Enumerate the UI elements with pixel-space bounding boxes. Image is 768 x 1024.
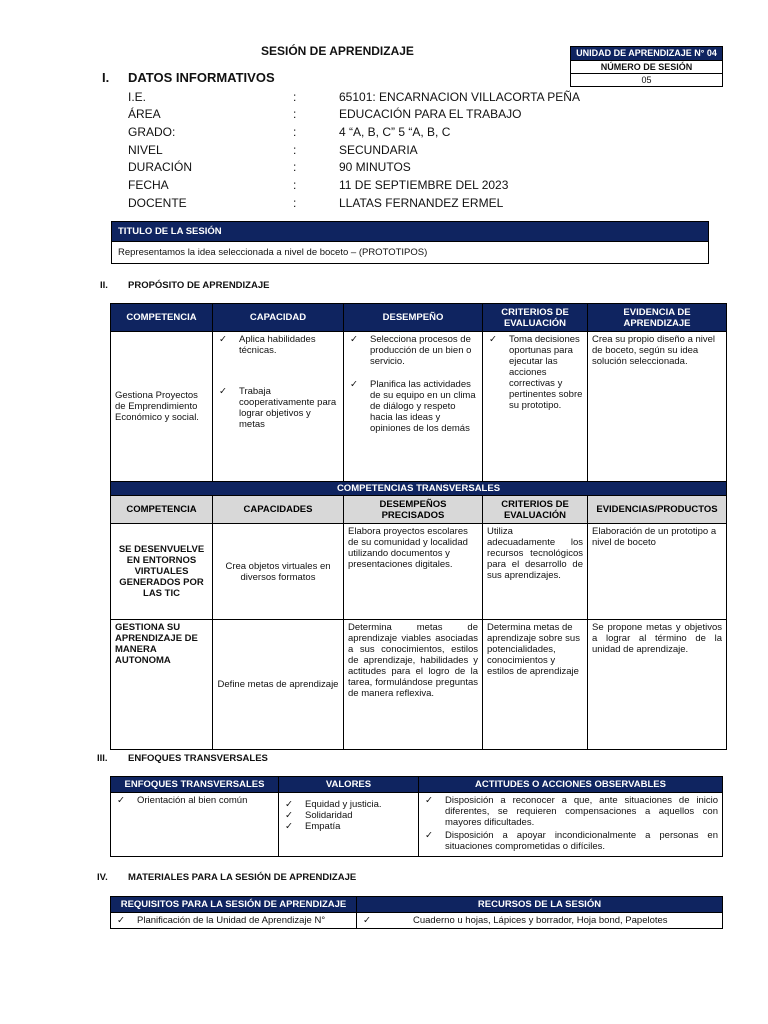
info-colon: : [293,196,297,210]
header-evidencia: EVIDENCIA DE APRENDIZAJE [588,304,727,332]
list-item: ✓ Aplica habilidades técnicas. [217,334,339,356]
info-value: EDUCACIÓN PARA EL TRABAJO [339,107,522,121]
info-colon: : [293,178,297,192]
list-item: ✓ Disposición a reconocer a que, ante situaciones de inicio diferentes, se requieren compensaciones a aquellos con mayores dificultades. [423,795,718,828]
info-label: NIVEL [128,143,163,157]
criterio-cell [483,332,588,482]
section-1-title: DATOS INFORMATIVOS [128,70,275,85]
evidencia-cell: Crea su propio diseño a nivel de boceto, según su idea solución seleccionada. [588,332,727,482]
table-row [111,620,727,750]
info-colon: : [293,143,297,157]
competencia-cell: Gestiona Proyectos de Emprendimiento Económico y social. [111,332,213,482]
materiales-table [110,896,723,929]
info-row-grado [128,123,688,141]
info-value: 11 DE SEPTIEMBRE DEL 2023 [339,178,509,192]
t-header-evidencias: EVIDENCIAS/PRODUCTOS [588,496,727,524]
section-2-number: II. [100,280,108,291]
info-value: 4 “A, B, C” 5 “A, B, C [339,125,451,139]
list-item: ✓ Empatía [283,821,414,832]
document-title: SESIÓN DE APRENDIZAJE [261,44,414,58]
info-row-ie [128,88,688,106]
list-item: ✓ Planificación de la Unidad de Aprendizaje N° [115,915,352,926]
t-competencia-cell: GESTIONA SU APRENDIZAJE DE MANERA AUTONOMA [111,620,213,750]
section-1-number: I. [102,70,110,85]
header-capacidad: CAPACIDAD [213,304,344,332]
section-4-title: MATERIALES PARA LA SESIÓN DE APRENDIZAJE [128,872,357,883]
t-criterio-cell: Utiliza adecuadamente los recursos tecnológicos para el desarrollo de sus aprendizajes. [483,524,588,620]
actitudes-cell [419,793,723,857]
info-value: 90 MINUTOS [339,160,411,174]
transversal-band: COMPETENCIAS TRANSVERSALES [111,482,727,496]
header-criterios: CRITERIOS DE EVALUACIÓN [483,304,588,332]
info-label: DOCENTE [128,196,187,210]
t-header-desempenos: DESEMPEÑOS PRECISADOS [344,496,483,524]
list-item: ✓ Planifica las actividades de su equipo en un clima de diálogo y respeto hacia las ideas y opiniones de los demás [348,379,478,434]
section-3-number: III. [97,753,108,764]
session-number-value: 05 [641,75,652,85]
list-item: ✓ Disposición a apoyar incondicionalmente a personas en situaciones comprometidas o difíciles. [423,830,718,852]
section-4-number: IV. [97,872,108,883]
info-label: FECHA [128,178,169,192]
enfoque-cell [111,793,279,857]
info-label: I.E. [128,90,147,104]
table-row [111,524,727,620]
info-row-duracion [128,158,688,176]
session-title-value: Representamos la idea seleccionada a nivel de boceto – (PROTOTIPOS) [112,242,709,264]
header-requisitos: REQUISITOS PARA LA SESIÓN DE APRENDIZAJE [111,897,357,913]
list-item: ✓ Selecciona procesos de producción de un bien o servicio. [348,334,478,367]
t-header-criterios: CRITERIOS DE EVALUACIÓN [483,496,588,524]
list-item: ✓ Trabaja cooperativamente para lograr objetivos y metas [217,386,339,430]
t-evidencia-cell: Se propone metas y objetivos a lograr al término de la unidad de aprendizaje. [588,620,727,750]
info-row-fecha [128,176,688,194]
header-desempeno: DESEMPEÑO [344,304,483,332]
list-item: ✓ Orientación al bien común [115,795,274,806]
list-item: ✓ Equidad y justicia. [283,799,414,810]
t-competencia-cell: SE DESENVUELVE EN ENTORNOS VIRTUALES GENERADOS POR LAS TIC [111,524,213,620]
unit-label: UNIDAD DE APRENDIZAJE N° 04 [571,47,722,61]
info-colon: : [293,125,297,139]
t-criterio-cell: Determina metas de aprendizaje sobre sus potencialidades, conocimientos y estilos de aprendizaje [483,620,588,750]
header-competencia: COMPETENCIA [111,304,213,332]
header-enfoques: ENFOQUES TRANSVERSALES [111,777,279,793]
purpose-table [110,303,727,750]
section-3-title: ENFOQUES TRANSVERSALES [128,753,268,764]
unit-info-box [570,46,723,87]
t-capacidad-cell: Crea objetos virtuales en diversos formatos [213,524,344,620]
t-header-capacidades: CAPACIDADES [213,496,344,524]
recurso-cell [357,913,723,929]
header-valores: VALORES [279,777,419,793]
t-evidencia-cell: Elaboración de un prototipo a nivel de boceto [588,524,727,620]
list-item: ✓ Solidaridad [283,810,414,821]
info-row-area [128,105,688,123]
info-colon: : [293,107,297,121]
desempeno-cell [344,332,483,482]
info-row-docente [128,194,688,212]
requisito-cell [111,913,357,929]
info-label: ÁREA [128,107,161,121]
info-colon: : [293,90,297,104]
capacidad-cell [213,332,344,482]
info-value: 65101: ENCARNACION VILLACORTA PEÑA [339,90,580,104]
info-value: SECUNDARIA [339,143,418,157]
session-title-table [111,221,709,264]
t-desempeno-cell: Determina metas de aprendizaje viables asociadas a sus conocimientos, estilos de aprendizaje, habilidades y actitudes para el logro de la tarea, formulándose preguntas de manera reflexiva. [344,620,483,750]
header-recursos: RECURSOS DE LA SESIÓN [357,897,723,913]
info-value: LLATAS FERNANDEZ ERMEL [339,196,504,210]
info-label: GRADO: [128,125,176,139]
valores-cell [279,793,419,857]
info-label: DURACIÓN [128,160,193,174]
section-2-title: PROPÓSITO DE APRENDIZAJE [128,280,270,291]
t-capacidad-cell: Define metas de aprendizaje [213,620,344,750]
info-colon: : [293,160,297,174]
list-item: ✓ Toma decisiones oportunas para ejecutar las acciones correctivas y pertinentes sobre su prototipo. [487,334,583,411]
session-number-label: NÚMERO DE SESIÓN [571,61,722,74]
list-item: ✓ Cuaderno u hojas, Lápices y borrador, Hoja bond, Papelotes [361,915,718,926]
session-title-label: TITULO DE LA SESIÓN [112,222,709,242]
enfoques-table [110,776,723,857]
t-desempeno-cell: Elabora proyectos escolares de su comunidad y localidad utilizando documentos y presentaciones digitales. [344,524,483,620]
t-header-competencia: COMPETENCIA [111,496,213,524]
header-actitudes: ACTITUDES O ACCIONES OBSERVABLES [419,777,723,793]
info-row-nivel [128,141,688,159]
